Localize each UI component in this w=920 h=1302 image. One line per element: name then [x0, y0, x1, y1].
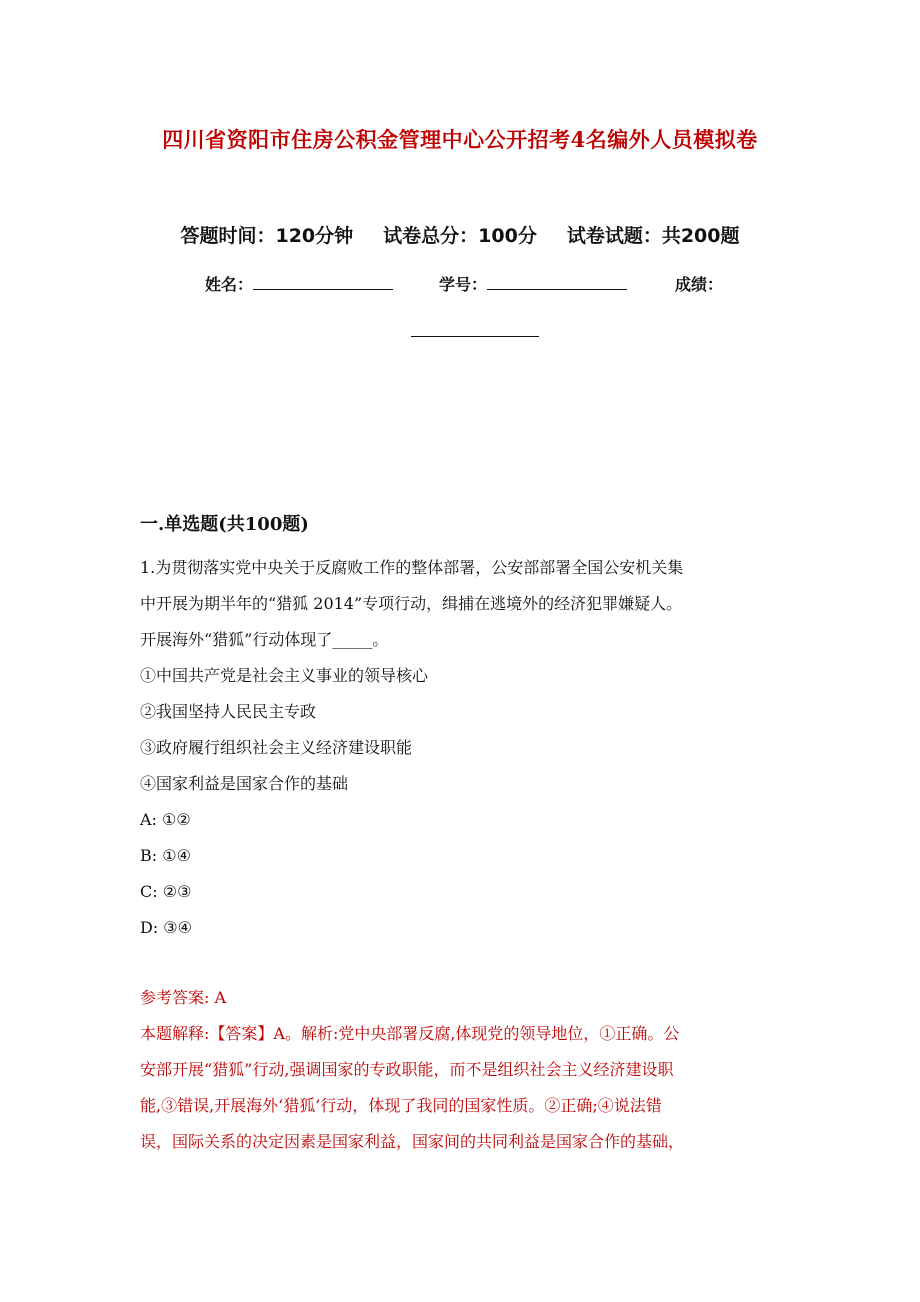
question-1 — [140, 550, 790, 946]
answer-block — [140, 980, 790, 1160]
explanation-line: 安部开展“猎狐”行动,强调国家的专政职能，而不是组织社会主义经济建设职 — [140, 1060, 674, 1079]
score-blank[interactable] — [411, 336, 539, 337]
statement-item: ④国家利益是国家合作的基础 — [140, 774, 349, 793]
statement-item: ①中国共产党是社会主义事业的领导核心 — [140, 666, 429, 685]
score-label: 成绩： — [675, 275, 724, 294]
explanation-line: 本题解释:【答案】A。解析:党中央部署反腐,体现党的领导地位，①正确。公 — [140, 1024, 680, 1043]
option-a: A: ①② — [140, 810, 191, 829]
student-info-fields — [205, 272, 723, 295]
question-stem-line: 中开展为期半年的“猎狐 2014”专项行动，缉捕在逃境外的经济犯罪嫌疑人。 — [140, 594, 683, 613]
student-id-blank[interactable] — [487, 275, 627, 290]
explanation-line: 能,③错误,开展海外‘猎狐’行动，体现了我同的国家性质。②正确;④说法错 — [140, 1096, 662, 1115]
name-label: 姓名： — [205, 275, 254, 294]
section-heading: 一.单选题(共100题) — [140, 514, 309, 535]
question-stem-line: 开展海外“猎狐”行动体现了_____。 — [140, 630, 389, 649]
option-c: C: ②③ — [140, 882, 192, 901]
reference-answer: 参考答案: A — [140, 988, 227, 1007]
answer-time: 答题时间：120分钟 — [180, 225, 354, 247]
question-count: 试卷试题：共200题 — [566, 225, 740, 247]
total-score: 试卷总分：100分 — [383, 225, 537, 247]
question-stem-line: 1.为贯彻落实党中央关于反腐败工作的整体部署，公安部部署全国公安机关集 — [140, 558, 684, 577]
exam-meta — [0, 221, 920, 248]
option-d: D: ③④ — [140, 918, 192, 937]
name-blank[interactable] — [253, 275, 393, 290]
statement-item: ②我国坚持人民民主专政 — [140, 702, 317, 721]
exam-title: 四川省资阳市住房公积金管理中心公开招考4名编外人员模拟卷 — [162, 127, 758, 152]
option-b: B: ①④ — [140, 846, 191, 865]
statement-item: ③政府履行组织社会主义经济建设职能 — [140, 738, 413, 757]
explanation-line: 误，国际关系的决定因素是国家利益，国家间的共同利益是国家合作的基础， — [140, 1132, 685, 1151]
student-id-label: 学号： — [439, 275, 488, 294]
